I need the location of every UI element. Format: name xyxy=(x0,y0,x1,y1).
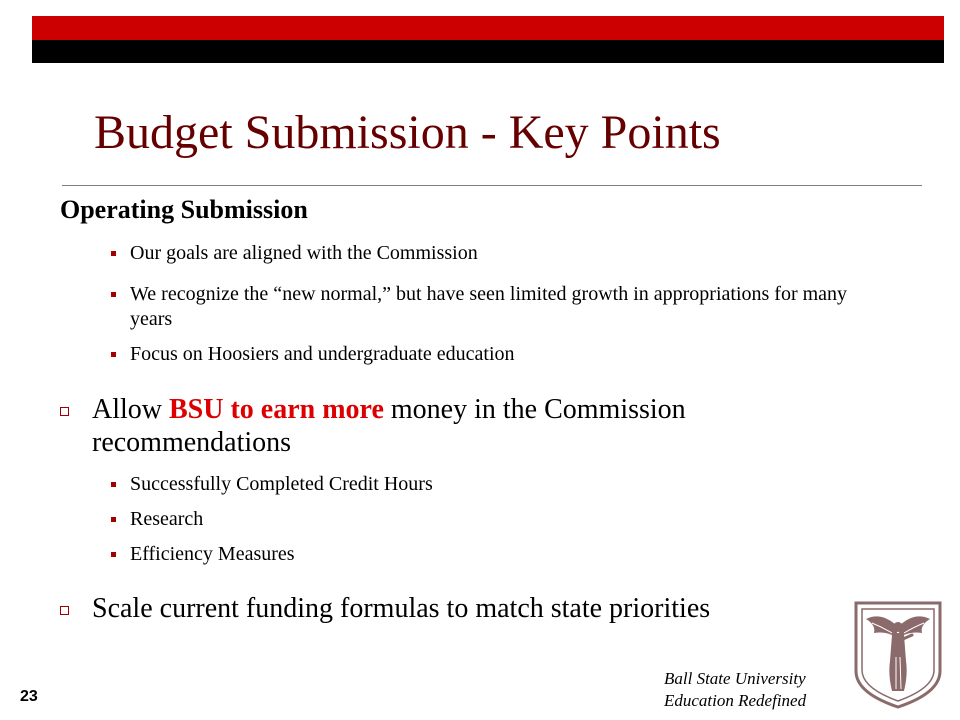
point-1-bullet-2-text: Research xyxy=(130,508,204,530)
point-1-bullet-1-text: Successfully Completed Credit Hours xyxy=(130,473,433,495)
square-bullet-icon xyxy=(111,352,116,357)
header-corner-black xyxy=(922,40,944,63)
point-2 xyxy=(92,592,852,625)
operating-bullet-3 xyxy=(130,342,890,367)
footer-line-2: Education Redefined xyxy=(664,691,807,710)
ball-state-beneficence-logo-icon xyxy=(852,597,944,711)
point-1-before: Allow xyxy=(92,394,169,425)
operating-bullet-1 xyxy=(130,241,890,266)
operating-bullet-3-text: Focus on Hoosiers and undergraduate education xyxy=(130,343,515,365)
square-bullet-icon xyxy=(111,251,116,256)
point-2-text: Scale current funding formulas to match state priorities xyxy=(92,593,711,624)
footer-branding xyxy=(664,668,806,712)
title-divider xyxy=(62,185,922,186)
header-corner-red xyxy=(922,16,944,38)
header-bar-red xyxy=(32,16,944,40)
operating-bullet-2-text: We recognize the “new normal,” but have seen limited growth in appropriations for many years xyxy=(130,283,848,330)
point-1-highlight: BSU to earn more xyxy=(169,394,384,425)
point-1 xyxy=(92,393,812,459)
square-bullet-icon xyxy=(111,482,116,487)
section-subheading: Operating Submission xyxy=(60,195,308,224)
hollow-square-bullet-icon xyxy=(60,606,69,615)
operating-bullet-2 xyxy=(130,282,850,332)
slide-title: Budget Submission - Key Points xyxy=(94,106,721,159)
square-bullet-icon xyxy=(111,552,116,557)
point-1-bullet-3 xyxy=(130,542,890,567)
point-1-bullet-2 xyxy=(130,507,890,532)
operating-bullet-1-text: Our goals are aligned with the Commission xyxy=(130,242,478,264)
page-number: 23 xyxy=(20,688,38,705)
square-bullet-icon xyxy=(111,517,116,522)
point-1-bullet-1 xyxy=(130,472,890,497)
hollow-square-bullet-icon xyxy=(60,407,69,416)
footer-line-1: Ball State University xyxy=(664,669,806,688)
square-bullet-icon xyxy=(111,292,116,297)
point-1-bullet-3-text: Efficiency Measures xyxy=(130,543,295,565)
point-1-after: money in the Commission recommendations xyxy=(92,394,686,458)
